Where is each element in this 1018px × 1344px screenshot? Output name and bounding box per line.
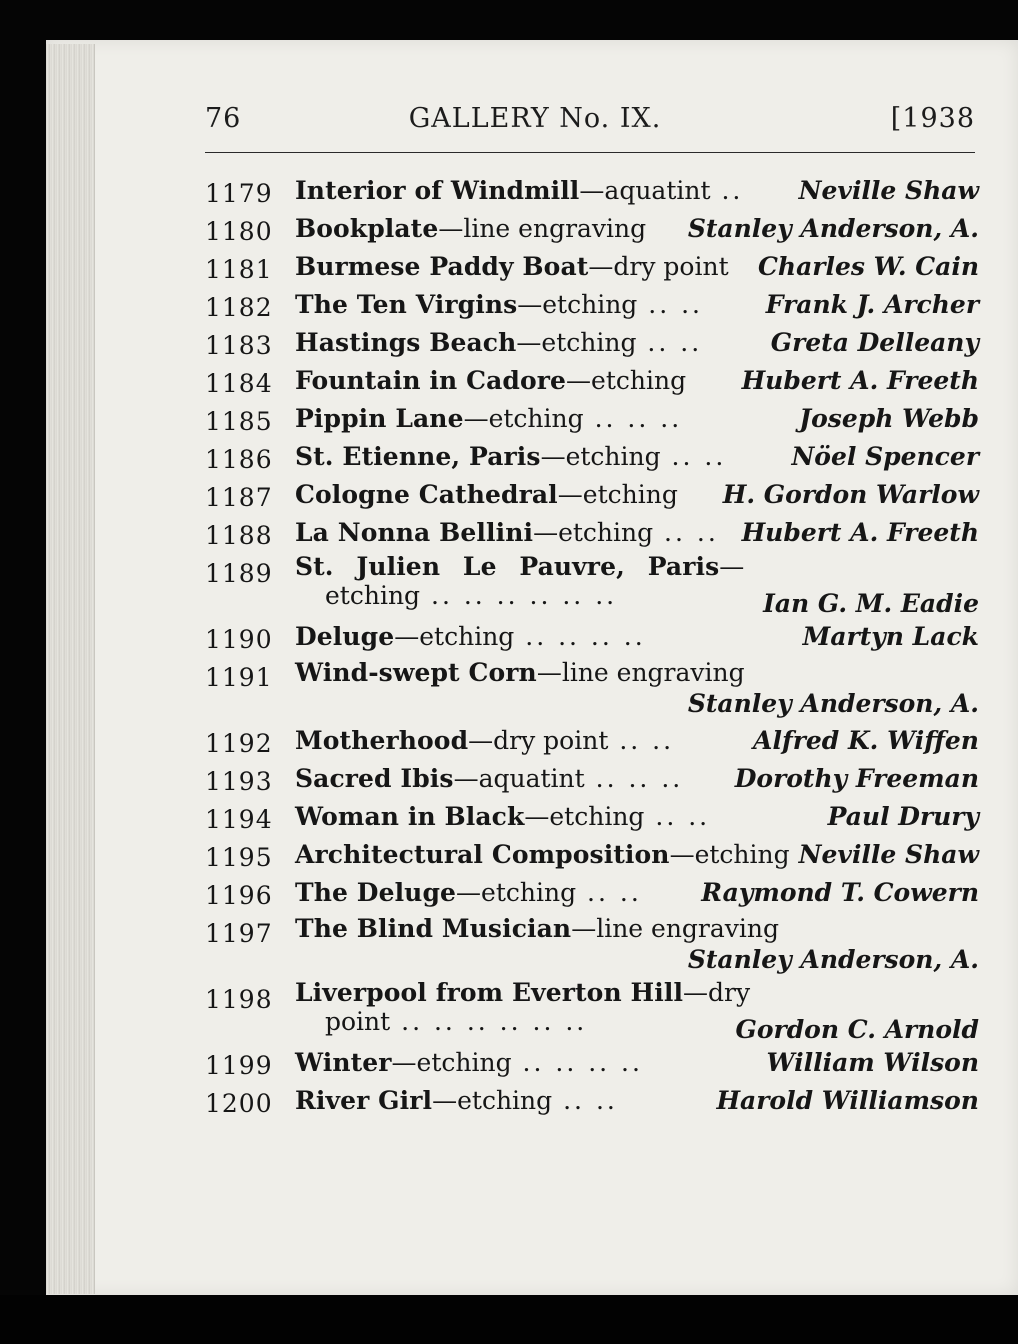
entry-artist: Frank J. Archer — [765, 290, 979, 319]
entry-medium: —etching — [533, 518, 654, 547]
entry-medium: —dry — [683, 978, 751, 1007]
entry-medium: —aquatint — [453, 764, 585, 793]
catalogue-entry — [205, 836, 977, 874]
entry-title: Deluge — [295, 622, 395, 651]
entry-number: 1200 — [205, 1089, 273, 1118]
entry-title: La Nonna Bellini — [295, 518, 534, 547]
entry-artist: Joseph Webb — [799, 404, 979, 433]
leader-dots: .. .. — [608, 726, 675, 755]
entry-title: Pippin Lane — [295, 404, 464, 433]
entry-medium: —dry point — [468, 726, 609, 755]
page-header — [205, 103, 975, 143]
entry-medium: —line engraving — [438, 214, 647, 243]
catalogue-entry — [205, 978, 977, 1044]
entry-number: 1193 — [205, 767, 273, 796]
entry-title: Interior of Windmill — [295, 176, 580, 205]
entry-artist: Martyn Lack — [802, 622, 979, 651]
leader-dots: .. .. — [552, 1086, 618, 1115]
entry-artist: Nöel Spencer — [791, 442, 979, 471]
entry-medium: —etching — [557, 480, 678, 509]
leader-dots: .. .. — [636, 328, 703, 357]
entry-artist: William Wilson — [766, 1048, 979, 1077]
leader-dots: .. .. .. — [584, 764, 684, 793]
entry-medium: —line engraving — [536, 658, 745, 687]
catalogue-entry — [205, 400, 977, 438]
entry-medium: —aquatint — [579, 176, 711, 205]
entry-artist: Dorothy Freeman — [734, 764, 979, 793]
leader-dots: .. .. .. .. — [511, 1048, 643, 1077]
entry-number: 1188 — [205, 521, 273, 550]
entry-number: 1198 — [205, 985, 273, 1014]
entry-number: 1199 — [205, 1051, 273, 1080]
entry-title: Hastings Beach — [295, 328, 517, 357]
entry-medium: —line engraving — [571, 914, 780, 943]
entry-number: 1196 — [205, 881, 273, 910]
entry-medium: —etching — [391, 1048, 512, 1077]
catalogue-entry — [205, 656, 977, 722]
catalogue-entry — [205, 722, 977, 760]
entry-title: River Girl — [295, 1086, 433, 1115]
year-marker: [1938 — [890, 103, 975, 134]
leader-dots: .. .. — [637, 290, 703, 319]
entry-title: St. Julien Le Pauvre, Paris — [295, 552, 720, 581]
entry-medium: —etching — [566, 366, 687, 395]
page-edges — [46, 44, 95, 1294]
leader-dots: .. .. .. .. .. .. — [390, 1007, 588, 1036]
entry-medium-continued: etching — [325, 581, 421, 610]
entry-medium: —etching — [394, 622, 515, 651]
catalogue-entry — [205, 1082, 977, 1120]
entry-title: Woman in Black — [295, 802, 525, 831]
catalogue-entry — [205, 618, 977, 656]
entry-medium: —etching — [540, 442, 661, 471]
entry-title: Wind-swept Corn — [295, 658, 537, 687]
entry-number: 1187 — [205, 483, 273, 512]
entry-artist: Neville Shaw — [798, 176, 979, 205]
entry-title: Winter — [295, 1048, 392, 1077]
entry-artist: Harold Williamson — [716, 1086, 979, 1115]
catalogue-entry — [205, 438, 977, 476]
catalogue-entry — [205, 912, 977, 978]
catalogue-entry — [205, 172, 977, 210]
entry-title: Architectural Composition — [295, 840, 670, 869]
entry-title: Bookplate — [295, 214, 439, 243]
entry-artist: Hubert A. Freeth — [741, 518, 979, 547]
entry-number: 1184 — [205, 369, 273, 398]
entry-medium: —etching — [463, 404, 584, 433]
entry-medium: —etching — [516, 328, 637, 357]
entry-title: Sacred Ibis — [295, 764, 454, 793]
catalogue-entry — [205, 210, 977, 248]
entry-artist: Charles W. Cain — [758, 252, 979, 281]
catalogue-entry — [205, 476, 977, 514]
entry-title: The Deluge — [295, 878, 457, 907]
entry-title: Liverpool from Everton Hill — [295, 978, 684, 1007]
catalogue-entry — [205, 362, 977, 400]
entry-number: 1183 — [205, 331, 273, 360]
entry-artist: Paul Drury — [827, 802, 979, 831]
entry-number: 1179 — [205, 179, 273, 208]
entry-title: The Blind Musician — [295, 914, 572, 943]
entry-medium: —etching — [669, 840, 790, 869]
page-number: 76 — [205, 103, 242, 134]
entry-title: Motherhood — [295, 726, 469, 755]
header-rule — [205, 152, 975, 153]
catalogue-entry — [205, 552, 977, 618]
entry-artist: Stanley Anderson, A. — [687, 945, 979, 974]
leader-dots: .. .. .. .. — [514, 622, 646, 651]
catalogue-entry — [205, 1044, 977, 1082]
leader-dots: .. .. .. .. .. .. — [420, 581, 618, 610]
entry-artist: Stanley Anderson, A. — [687, 689, 979, 718]
entry-medium: —etching — [517, 290, 638, 319]
entry-number: 1194 — [205, 805, 273, 834]
catalogue-entry — [205, 248, 977, 286]
entry-artist: Greta Delleany — [770, 328, 979, 357]
catalogue-entry — [205, 324, 977, 362]
entry-number: 1185 — [205, 407, 273, 436]
entry-number: 1182 — [205, 293, 273, 322]
leader-dots: .. .. .. — [583, 404, 683, 433]
leader-dots: .. .. — [660, 442, 727, 471]
entry-number: 1197 — [205, 919, 273, 948]
entry-artist: Raymond T. Cowern — [701, 878, 979, 907]
entry-artist: H. Gordon Warlow — [722, 480, 979, 509]
leader-dots: .. .. — [653, 518, 719, 547]
entry-title: St. Etienne, Paris — [295, 442, 541, 471]
entry-number: 1186 — [205, 445, 273, 474]
catalogue-entry — [205, 874, 977, 912]
catalogue-entry — [205, 286, 977, 324]
entry-medium-continued: point — [325, 1007, 391, 1036]
entry-artist: Gordon C. Arnold — [735, 1015, 979, 1044]
entry-medium: — — [719, 552, 745, 581]
running-title: GALLERY No. IX. — [408, 103, 662, 134]
entry-number: 1190 — [205, 625, 273, 654]
entry-artist: Neville Shaw — [798, 840, 979, 869]
entry-number: 1181 — [205, 255, 273, 284]
entry-artist: Alfred K. Wiffen — [753, 726, 979, 755]
entry-artist: Stanley Anderson, A. — [687, 214, 979, 243]
entry-number: 1191 — [205, 663, 273, 692]
background-shadow — [0, 1295, 1018, 1344]
entry-medium: —etching — [456, 878, 577, 907]
entry-medium: —dry point — [588, 252, 729, 281]
entry-number: 1180 — [205, 217, 273, 246]
catalogue-entry — [205, 514, 977, 552]
leader-dots: .. — [710, 176, 744, 205]
catalogue-list — [205, 172, 977, 1120]
entry-artist: Hubert A. Freeth — [741, 366, 979, 395]
entry-title: The Ten Virgins — [295, 290, 518, 319]
entry-medium: —etching — [524, 802, 645, 831]
entry-number: 1192 — [205, 729, 273, 758]
entry-number: 1195 — [205, 843, 273, 872]
entry-title: Fountain in Cadore — [295, 366, 567, 395]
leader-dots: .. .. — [576, 878, 642, 907]
entry-artist: Ian G. M. Eadie — [763, 589, 979, 618]
catalogue-entry — [205, 798, 977, 836]
entry-title: Burmese Paddy Boat — [295, 252, 589, 281]
leader-dots: .. .. — [644, 802, 711, 831]
entry-number: 1189 — [205, 559, 273, 588]
entry-title: Cologne Cathedral — [295, 480, 558, 509]
entry-medium: —etching — [432, 1086, 553, 1115]
catalogue-entry — [205, 760, 977, 798]
